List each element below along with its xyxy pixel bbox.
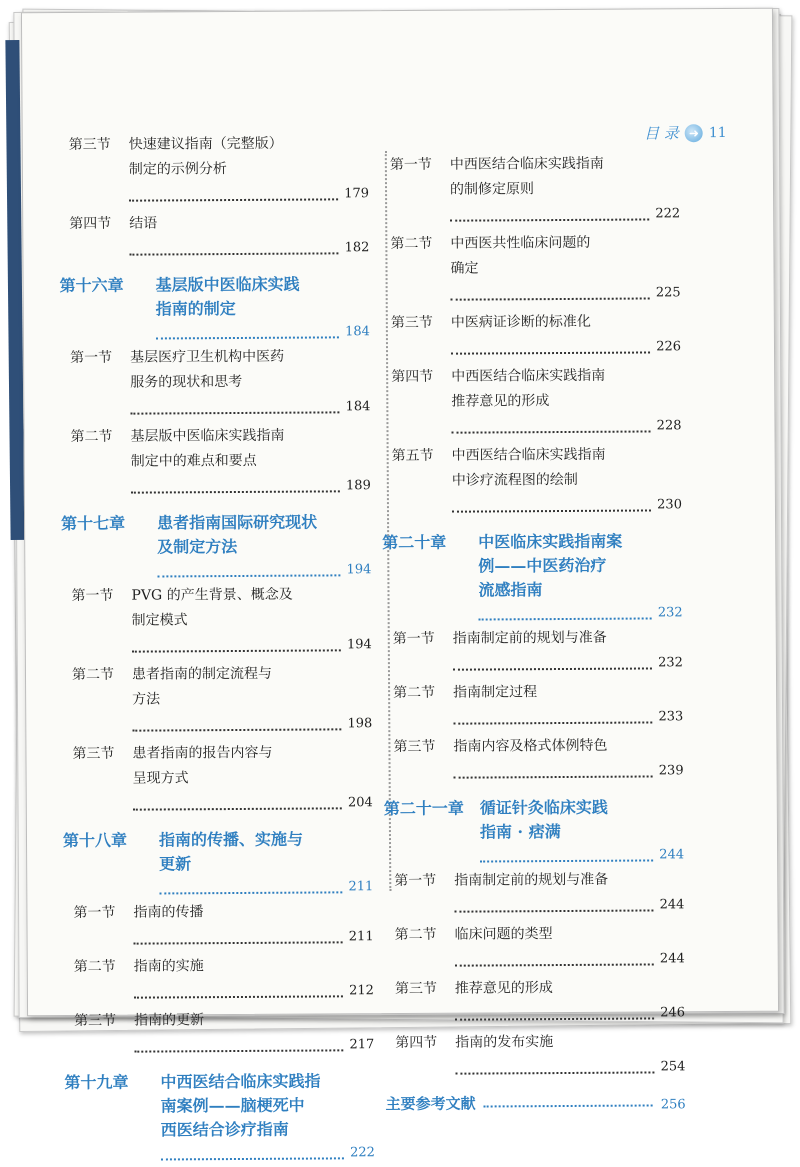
chapter-leader	[161, 1141, 375, 1166]
chapter-leader	[157, 558, 371, 583]
section-body: 基层版中医临床实践指南 制定中的难点和要点 189	[130, 423, 370, 499]
section-label: 第二节	[390, 235, 433, 253]
chapter-page: 194	[346, 562, 372, 578]
chapter-label: 第十七章	[61, 513, 126, 534]
dot-leader	[454, 775, 653, 778]
toc-section-entry[interactable]	[59, 131, 369, 208]
dot-leader	[134, 941, 343, 944]
section-page: 184	[345, 399, 371, 415]
dot-leader	[454, 909, 653, 912]
section-leader	[134, 978, 374, 1004]
dot-leader	[161, 1157, 344, 1160]
section-body: 指南的传播 211	[133, 899, 373, 950]
page-number: 11	[708, 124, 727, 141]
toc-section-entry[interactable]	[64, 953, 374, 1005]
section-label: 第三节	[393, 738, 436, 756]
chapter-body	[159, 827, 373, 900]
reference-title: 主要参考文献	[385, 1094, 476, 1114]
dot-leader	[453, 721, 652, 724]
header-label: 目 录	[644, 124, 679, 143]
chapter-page: 244	[659, 847, 685, 863]
chapter-body	[157, 510, 371, 583]
section-body: 基层医疗卫生机构中医药 服务的现状和思考 184	[130, 344, 370, 420]
chapter-label: 第十九章	[64, 1072, 129, 1093]
dot-leader	[484, 1104, 653, 1107]
toc-section-entry[interactable]	[381, 309, 681, 361]
section-page: 228	[656, 418, 682, 434]
section-label: 第一节	[392, 630, 435, 648]
reference-page: 256	[660, 1097, 686, 1113]
section-body: 指南制定前的规划与准备 232	[453, 625, 683, 676]
toc-chapter-entry[interactable]	[382, 529, 683, 627]
page-header	[644, 122, 727, 144]
section-leader	[129, 181, 369, 207]
dot-leader	[156, 336, 339, 339]
dot-leader	[455, 963, 654, 966]
dot-leader	[455, 1071, 654, 1074]
section-leader	[133, 790, 373, 816]
section-page: 233	[658, 709, 684, 725]
section-page: 198	[347, 716, 373, 732]
section-page: 246	[660, 1005, 686, 1021]
toc-chapter-entry[interactable]	[63, 827, 373, 901]
toc-section-entry[interactable]	[383, 625, 683, 677]
dot-leader	[455, 1017, 654, 1020]
chapter-body	[480, 795, 684, 868]
section-leader	[134, 1032, 374, 1058]
section-label: 第一节	[70, 349, 113, 367]
section-page: 222	[655, 206, 681, 222]
toc-section-entry[interactable]	[383, 679, 683, 731]
chapter-label: 第十八章	[62, 830, 128, 851]
dot-leader	[132, 728, 341, 731]
section-page: 217	[349, 1037, 375, 1053]
dot-leader	[159, 891, 342, 894]
dot-leader	[133, 807, 342, 810]
section-page: 194	[346, 637, 372, 653]
chapter-title: 患者指南国际研究现状 及制定方法	[157, 512, 318, 557]
dot-leader	[452, 430, 651, 433]
section-page: 179	[344, 186, 370, 202]
section-body: 患者指南的报告内容与 呈现方式 204	[132, 740, 372, 816]
chapter-leader	[156, 320, 370, 345]
toc-section-entry[interactable]	[62, 661, 372, 738]
toc-section-entry[interactable]	[383, 733, 683, 785]
dot-leader	[452, 509, 651, 512]
dot-leader	[129, 252, 338, 255]
dot-leader	[131, 490, 340, 493]
section-page: 212	[349, 983, 374, 999]
chapter-page: 232	[657, 605, 683, 621]
arrow-right-icon: ➜	[685, 124, 703, 142]
dot-leader	[451, 297, 650, 300]
section-label: 第二节	[70, 428, 113, 446]
section-page: 244	[659, 951, 685, 967]
toc-reference-entry[interactable]	[386, 1091, 686, 1114]
section-label: 第三节	[68, 136, 111, 154]
section-body: 指南的更新 217	[134, 1007, 374, 1058]
dot-leader	[450, 218, 649, 221]
section-leader	[132, 711, 372, 737]
dot-leader	[129, 198, 338, 201]
chapter-page: 222	[350, 1145, 375, 1161]
section-page: 182	[344, 240, 370, 256]
section-body: 结语 182	[129, 210, 369, 261]
section-label: 第一节	[394, 872, 437, 890]
section-body: 中医病证诊断的标准化 226	[451, 309, 681, 360]
toc-chapter-entry[interactable]	[61, 510, 371, 584]
section-label: 第三节	[72, 745, 115, 763]
section-body: 中西医共性临床问题的 确定 225	[450, 230, 680, 306]
section-body: PVG 的产生背景、概念及 制定模式 194	[131, 582, 371, 658]
dot-leader	[157, 574, 340, 577]
section-body: 指南的发布实施 254	[455, 1029, 685, 1080]
dot-leader	[132, 649, 341, 652]
section-label: 第一节	[389, 156, 432, 174]
section-body: 推荐意见的形成 246	[455, 975, 685, 1026]
toc-section-entry[interactable]	[62, 740, 372, 817]
section-page: 204	[347, 795, 373, 811]
section-body: 中西医结合临床实践指南 推荐意见的形成 228	[451, 363, 681, 439]
toc-section-entry[interactable]	[60, 344, 370, 421]
toc-chapter-entry[interactable]	[384, 795, 684, 869]
section-body: 指南制定过程 233	[453, 679, 683, 730]
section-label: 第四节	[395, 1034, 438, 1052]
toc-section-entry[interactable]	[380, 230, 680, 307]
section-label: 第一节	[71, 587, 114, 605]
section-page: 211	[348, 929, 374, 945]
section-page: 254	[660, 1059, 686, 1075]
toc-section-entry[interactable]	[380, 151, 680, 228]
toc-left-column	[59, 131, 375, 1167]
section-leader	[450, 201, 680, 227]
dot-leader	[134, 995, 343, 998]
section-leader	[452, 492, 682, 518]
section-label: 第一节	[73, 904, 116, 922]
section-body: 指南的实施 212	[134, 953, 374, 1004]
section-label: 第五节	[391, 447, 434, 465]
section-body: 患者指南的制定流程与 方法 198	[132, 661, 372, 737]
dot-leader	[130, 411, 339, 414]
section-leader	[453, 704, 683, 730]
section-leader	[130, 394, 370, 420]
chapter-body	[478, 529, 683, 626]
section-label: 第四节	[391, 368, 434, 386]
section-leader	[451, 280, 681, 306]
chapter-label: 第十六章	[59, 275, 124, 296]
section-label: 第三节	[390, 314, 433, 332]
section-page: 239	[658, 763, 684, 779]
chapter-body	[156, 272, 370, 345]
toc-section-entry[interactable]	[382, 442, 682, 519]
section-leader	[455, 946, 685, 972]
chapter-body	[160, 1069, 375, 1166]
toc-right-column	[380, 151, 686, 1114]
chapter-page: 184	[345, 324, 370, 340]
dot-leader	[451, 351, 650, 354]
dot-leader	[480, 859, 653, 862]
section-label: 第二节	[394, 926, 437, 944]
toc-section-entry[interactable]	[384, 867, 684, 919]
section-body: 中西医结合临床实践指南 中诊疗流程图的绘制 230	[452, 442, 682, 518]
toc-section-entry[interactable]	[64, 1007, 374, 1059]
section-body: 快速建议指南（完整版） 制定的示例分析 179	[129, 131, 369, 207]
section-page: 189	[345, 478, 371, 494]
toc-chapter-entry[interactable]	[60, 272, 370, 346]
section-label: 第二节	[71, 666, 115, 684]
chapter-page: 211	[348, 879, 374, 895]
section-body: 指南内容及格式体例特色 239	[453, 733, 683, 784]
toc-section-entry[interactable]	[385, 921, 685, 973]
section-leader	[454, 758, 684, 784]
section-body: 指南制定前的规划与准备 244	[454, 867, 684, 918]
chapter-label: 第二十章	[382, 532, 447, 553]
toc-section-entry[interactable]	[60, 423, 370, 500]
section-label: 第二节	[73, 958, 116, 976]
dot-leader	[453, 667, 652, 670]
section-page: 244	[659, 897, 685, 913]
section-page: 225	[655, 285, 681, 301]
chapter-label: 第二十一章	[383, 798, 464, 819]
dot-leader	[479, 617, 652, 620]
section-leader	[451, 413, 681, 439]
chapter-leader	[159, 875, 373, 900]
section-body: 临床问题的类型 244	[455, 921, 685, 972]
section-label: 第四节	[69, 215, 112, 233]
section-page: 232	[658, 655, 683, 671]
toc-section-entry[interactable]	[61, 582, 371, 659]
toc-chapter-entry[interactable]	[64, 1069, 375, 1167]
section-leader	[455, 1054, 685, 1080]
chapter-title: 中西医结合临床实践指 南案例——脑梗死中 西医结合诊疗指南	[160, 1071, 321, 1140]
toc-section-entry[interactable]	[63, 899, 373, 951]
section-page: 226	[656, 339, 682, 355]
section-leader	[134, 924, 374, 950]
chapter-title: 中医临床实践指南案 例——中医药治疗 流感指南	[478, 531, 623, 600]
section-leader	[453, 650, 683, 676]
section-leader	[451, 334, 681, 360]
section-leader	[132, 632, 372, 658]
section-label: 第二节	[393, 684, 436, 702]
toc-section-entry[interactable]	[385, 1029, 685, 1081]
section-body: 中西医结合临床实践指南 的制修定原则 222	[450, 151, 680, 227]
section-leader	[131, 473, 371, 499]
toc-section-entry[interactable]	[59, 210, 369, 262]
chapter-leader	[479, 601, 683, 626]
toc-section-entry[interactable]	[385, 975, 685, 1027]
toc-section-entry[interactable]	[381, 363, 681, 440]
section-label: 第三节	[74, 1012, 117, 1030]
section-leader	[129, 235, 369, 261]
chapter-leader	[480, 843, 684, 868]
chapter-title: 指南的传播、实施与 更新	[158, 829, 304, 874]
section-leader	[455, 1000, 685, 1026]
section-leader	[454, 892, 684, 918]
dot-leader	[134, 1049, 343, 1052]
section-label: 第三节	[394, 980, 437, 998]
section-page: 230	[657, 497, 683, 513]
toc-page	[21, 8, 779, 1161]
chapter-title: 基层版中医临床实践 指南的制定	[155, 274, 300, 319]
chapter-title: 循证针灸临床实践 指南 · 痞满	[479, 797, 608, 842]
